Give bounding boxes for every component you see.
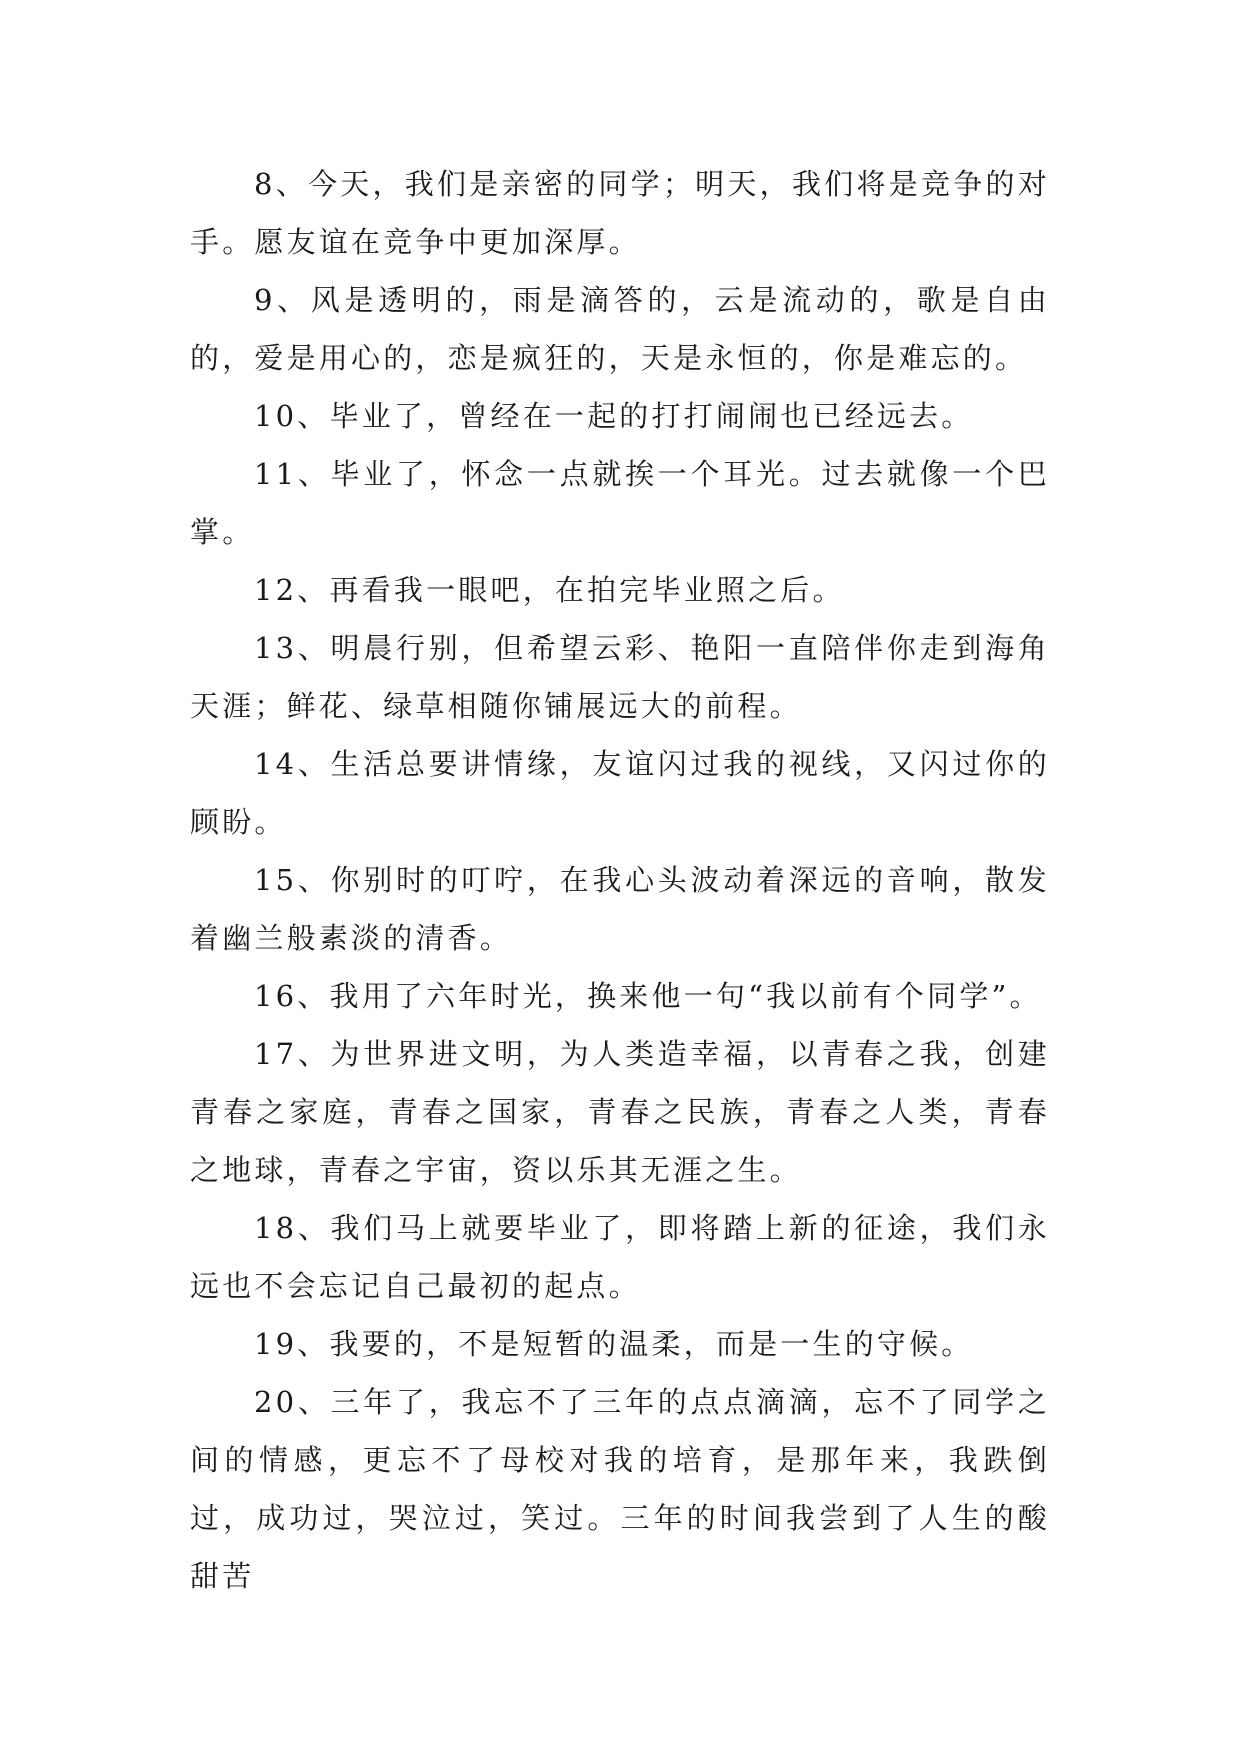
paragraph-10: 10、毕业了，曾经在一起的打打闹闹也已经远去。 [254,399,974,433]
paragraph-15: 15、你别时的叮咛，在我心头波动着深远的音响，散发着幽兰般素淡的清香。 [190,863,1050,955]
paragraph-9: 9、风是透明的，雨是滴答的，云是流动的，歌是自由的，爱是用心的，恋是疯狂的，天是永恒的，你是难忘的。 [190,283,1050,375]
paragraph-19: 19、我要的，不是短暂的温柔，而是一生的守候。 [254,1327,974,1361]
paragraph-11: 11、毕业了，怀念一点就挨一个耳光。过去就像一个巴掌。 [190,457,1050,549]
paragraph-12: 12、再看我一眼吧，在拍完毕业照之后。 [254,573,845,607]
paragraph-8: 8、今天，我们是亲密的同学；明天，我们将是竞争的对手。愿友谊在竞争中更加深厚。 [190,167,1050,259]
paragraph-20: 20、三年了，我忘不了三年的点点滴滴，忘不了同学之间的情感，更忘不了母校对我的培育，是那年来，我跌倒过，成功过，哭泣过，笑过。三年的时间我尝到了人生的酸甜苦 [190,1385,1050,1593]
paragraph-14: 14、生活总要讲情缘，友谊闪过我的视线，又闪过你的顾盼。 [190,747,1050,839]
paragraph-18: 18、我们马上就要毕业了，即将踏上新的征途，我们永远也不会忘记自己最初的起点。 [190,1211,1050,1303]
document-body [190,155,1050,1605]
paragraph-16: 16、我用了六年时光，换来他一句“我以前有个同学”。 [254,979,1042,1013]
paragraph-17: 17、为世界进文明，为人类造幸福，以青春之我，创建青春之家庭，青春之国家，青春之民族，青春之人类，青春之地球，青春之宇宙，资以乐其无涯之生。 [190,1037,1050,1187]
paragraph-13: 13、明晨行别，但希望云彩、艳阳一直陪伴你走到海角天涯；鲜花、绿草相随你铺展远大的前程。 [190,631,1050,723]
